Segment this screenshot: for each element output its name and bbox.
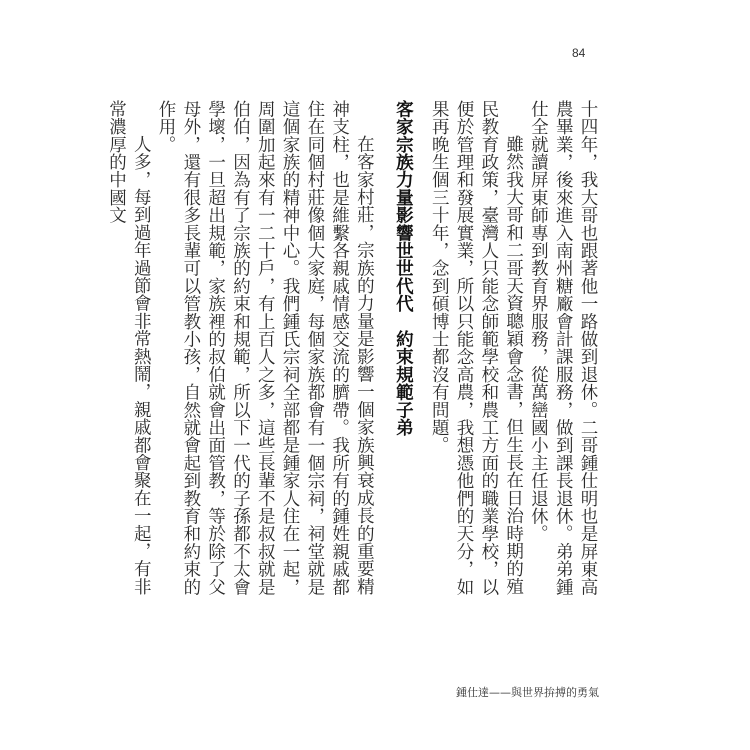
paragraph-hakka-clan: 在客家村莊，宗族的力量是影響一個家族興衰成長的重要精神支柱，也是維繫各親戚情感交流的臍帶。我所有的鍾姓親戚都住在同個村莊像個大家庭，每個家族都會有一個宗祠，祠堂就是這個家族的精神中心。我們鍾氏宗祠全部都是鍾家人住在一起，周圍加起來有一二十戶，有上百人之多，這些長輩不是叔叔就是伯伯，因為有了宗族的約束和規範，所以下一代的子孫都不太會學壞，一旦超出規範，家族裡的叔伯就會出面管教，等於除了父母外，還有很多長輩可以管教小孩，自然就會起到教育和約束的作用。 — [156, 100, 375, 596]
running-footer: 鍾仕達——與世界拚搏的勇氣 — [456, 686, 599, 699]
page-number: 84 — [572, 46, 586, 60]
paragraph-education-policy: 雖然我大哥和二哥天資聰穎會念書，但生長在日治時期的殖民教育政策，臺灣人只能念師範學校和農工方面的職業學校，以便於管理和發展實業，所以只能念高農，我想憑他們的天分，如果再晚生個三十年，念到碩博士都沒有問題。 — [429, 100, 524, 596]
section-heading: 客家宗族力量影響世世代代 約束規範子弟 — [393, 100, 414, 437]
vertical-text-body — [104, 100, 600, 605]
paragraph-festivals: 人多，每到過年過節會非常熱鬧，親戚都會聚在一起，有非常濃厚的中國文 — [106, 100, 152, 596]
paragraph-family-careers: 十四年，我大哥也跟著他一路做到退休。二哥鍾仕明也是屏東高農畢業，後來進入南州糖廠會計課服務，做到課長退休。弟弟鍾仕全就讀屏東師專到教育界服務，從萬巒國小主任退休。 — [528, 100, 598, 596]
